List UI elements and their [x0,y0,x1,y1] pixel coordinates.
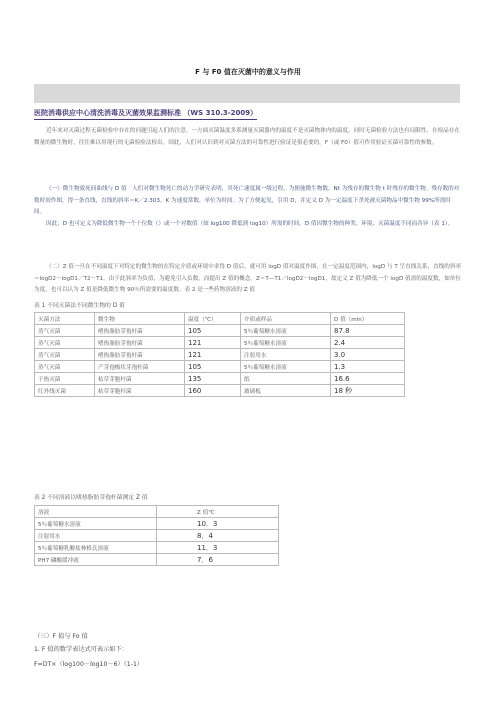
table-cell: 枯草芽胞杆菌 [95,373,185,385]
table2-header-cell: Z 值℃ [157,506,279,518]
table-cell: 蒸气灭菌 [35,325,95,337]
table1-header-cell: 介质或样品 [241,313,331,325]
table-cell: 注射用水 [35,530,157,542]
table-cell: 蒸气灭菌 [35,361,95,373]
table-cell: 121 [185,337,241,349]
table1-header-cell: D 值（min） [331,313,405,325]
document-title: F 与 F0 值在灭菌中的意义与作用 [195,68,301,76]
table-cell: 105 [185,361,241,373]
table1 [34,312,405,397]
table-cell: 红外线灭菌 [35,385,95,397]
table-row [35,530,279,542]
table-cell: 嗜热脂肪芽孢杆菌 [95,325,185,337]
table-cell: 2.4 [331,337,405,349]
table-cell: 枯草芽胞杆菌 [95,385,185,397]
formula: F=DT×（log100－log10－6）（1-1） [34,661,144,668]
table1-header-cell: 温度（℃） [185,313,241,325]
table-row [35,373,405,385]
paragraph-d-value: （一）微生物致死间曲线与 D 值 人们对微生物死亡的动力学研究表明，其死亡速度属一级过程。为便施微生物数。Nt 为残存的微生物 t 时残存的微生物。残存数的对数时间作图，得一条直线，直线的斜率＝K／2.303。K 为速度常数，单位为时间。为了方便起见，引用 D，并定义 D 为一定温度下杀死被灭菌物品中微生物 99%所需时间。 [34,186,460,215]
table1-header-row [35,313,405,325]
table-cell: 蒸气灭菌 [35,349,95,361]
table-row [35,361,405,373]
table-cell: 5％葡萄糖水溶液 [35,518,157,530]
table-cell: 10．3 [157,518,279,530]
table-row [35,325,405,337]
table-cell: 105 [185,325,241,337]
section-heading: 医院消毒供应中心清洗消毒及灭菌效果监测标准 （WS 310.3-2009） [34,108,257,120]
table1-header-cell: 微生物 [95,313,185,325]
table-cell: 8．4 [157,530,279,542]
table-row [35,385,405,397]
header-banner [34,84,460,103]
table1-caption: 表 1 不同灭菌法不同微生物的 D 值 [34,303,125,309]
table-cell: 注射用水 [241,349,331,361]
table-cell: 嗜热脂肪芽孢杆菌 [95,337,185,349]
table-cell: 1.3 [331,361,405,373]
table2-header-row [35,506,279,518]
table-cell: 5％葡萄糖水溶液 [241,337,331,349]
table-cell: 18 秒 [331,385,405,397]
table1-header-cell: 灭菌方法 [35,313,95,325]
table-cell: 16.6 [331,373,405,385]
table2 [34,505,279,566]
table2-caption: 表 2 不同溶液以嗜热脂肪芽孢杆菌测定 Z 值 [34,495,148,501]
table-row [35,542,279,554]
paragraph-z-value: （二）Z 值一旦在不同温度下对特定的微生物的在特定介质或环境中求得 D 值后，就可用 logD 值对温度作图，在一定温度范围内，logD 与 T 呈直线关系，直线的斜率＝logD2－logD1／T2－T1。由于此斜率为负值，为避免引入负数，而提出 Z 值的概念。Z＝T—T1／logD2－logD1，故定义 Z 值为降低一个 logD 值需的温度数，如单位为度，也可以认为 Z 值是降低微生物 90％所需要的温度数。表 2 是一些药物溶液的 Z 值 [34,264,462,293]
table-cell: 干热灭菌 [35,373,95,385]
table-cell: 玻璃板 [241,385,331,397]
subsection-heading: （三）F 值与 Fo 值 [34,633,88,640]
table-cell: 135 [185,373,241,385]
table-cell: 160 [185,385,241,397]
table-cell: 5％葡萄糖水溶液 [241,325,331,337]
table-cell: 嗜热脂肪芽孢杆菌 [95,349,185,361]
table-row [35,349,405,361]
paragraph-d-definition: 因此，D 也可定义为降低微生物一个十位数（）或一个对数值（如 log100 降低到 log10）所需的时间。D 值因微生物的种类、环境、灭菌温度不同而各异（表 1）。 [46,221,454,227]
table-cell: 纸 [241,373,331,385]
table-cell: 蒸气灭菌 [35,337,95,349]
formula-intro: 1. F 值的数学表达式可表示如下： [34,646,128,653]
table-cell: 5％葡萄糖乳酸盐林格氏溶液 [35,542,157,554]
table-row [35,337,405,349]
table-cell: 87.8 [331,325,405,337]
table-row [35,518,279,530]
table-cell: 11．3 [157,542,279,554]
table-cell: 121 [185,349,241,361]
table-row [35,554,279,566]
table-cell: 产芽孢梭状芽孢杆菌 [95,361,185,373]
table-cell: PH7 磷酸缓冲液 [35,554,157,566]
table-cell: 7．6 [157,554,279,566]
table-cell: 5％葡萄糖水溶液 [241,361,331,373]
paragraph-intro: 近年来对灭菌过程无菌检验中存在的问题引起人们的注意，一方面灭菌温度多系测量灭菌器内的温度不是灭菌物体内的温度，同时无菌检验方法也有局限性，在检品存在微量的微生物时，往往难以用现行的无菌检验法检出。因此，人们对认识到对灭菌方法的可靠性进行验证是很必要的。F（或 F0）值可作用验证灭菌可靠性的参数。 [34,128,460,146]
table2-header-cell: 溶液 [35,506,157,518]
table-cell: 3.0 [331,349,405,361]
